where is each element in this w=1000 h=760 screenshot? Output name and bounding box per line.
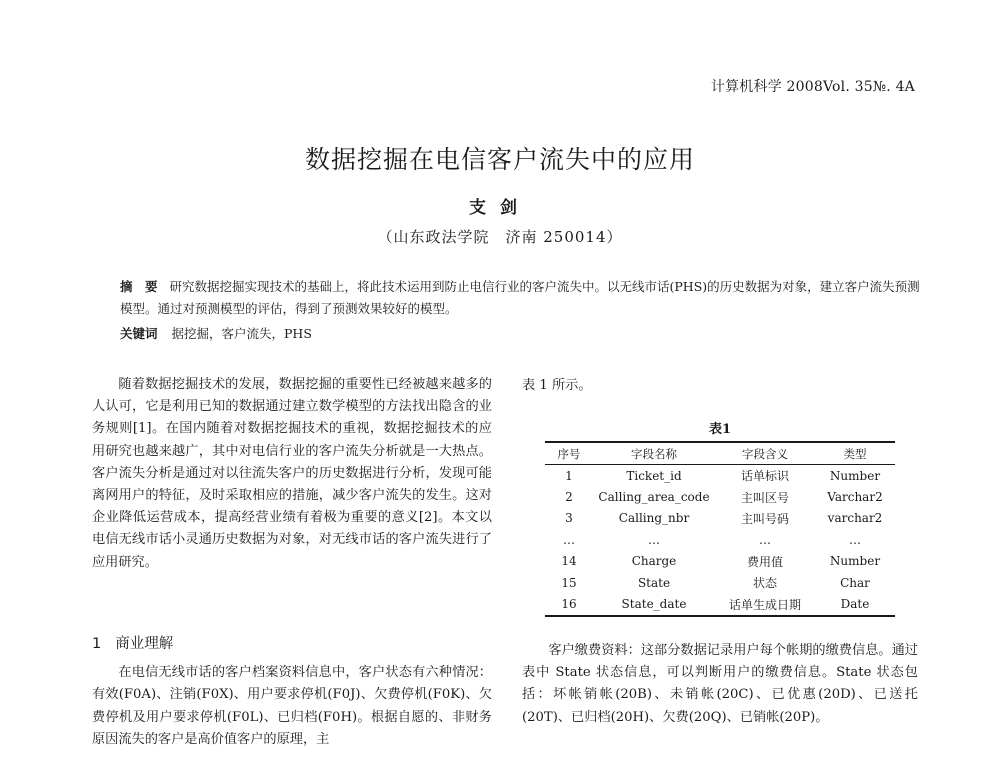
table-row — [545, 529, 895, 550]
keywords-label: 关键词 — [120, 326, 158, 341]
table-cell: Date — [815, 593, 895, 615]
table-row — [545, 486, 895, 507]
table-cell: 主叫号码 — [740, 511, 789, 526]
journal-header: 计算机科学 2008Vol. 35№. 4A — [710, 79, 915, 95]
table-cell: 3 — [565, 511, 573, 526]
author-affiliation: （山东政法学院 济南 250014） — [377, 228, 623, 246]
table-row — [545, 551, 895, 572]
table-cell: 话单标识 — [740, 469, 789, 484]
author-name: 支剑 — [469, 198, 531, 218]
table-cell: 2 — [565, 490, 573, 505]
abstract — [120, 276, 920, 320]
abstract-text: 研究数据挖掘实现技术的基础上，将此技术运用到防止电信行业的客户流失中。以无线市话(PHS)的历史数据为对象，建立客户流失预测模型。通过对预测模型的评估，得到了预测效果较好的模型。 — [120, 279, 920, 316]
table-row — [545, 572, 895, 593]
left-column-section — [92, 662, 492, 752]
paper-title: 数据挖掘在电信客户流失中的应用 — [304, 145, 695, 174]
table-cell: State — [637, 575, 671, 590]
table-caption: 表1 — [708, 422, 732, 437]
section-paragraph: 在电信无线市话的客户档案资料信息中，客户状态有六种情况：有效(F0A)、注销(F0X)、用户要求停机(F0J)、欠费停机(F0K)、欠费停机及用户要求停机(F0L)、已归档(F0H)。根据自愿的、非财务原因流失的客户是高价值客户的原理，主 — [92, 665, 492, 748]
table-cell: Number — [829, 468, 881, 483]
table-cell: varchar2 — [827, 511, 883, 526]
table-cell: 状态 — [752, 576, 777, 591]
table-row — [545, 465, 895, 487]
header-cell: 类型 — [815, 442, 895, 465]
table-cell: … — [849, 532, 861, 547]
table-cell: Calling_area_code — [598, 490, 710, 505]
table-cell: 1 — [565, 468, 573, 483]
table-cell: Ticket_id — [626, 468, 682, 483]
table-cell: Varchar2 — [827, 490, 883, 505]
keywords — [120, 324, 920, 342]
table-cell: 15 — [561, 575, 577, 590]
table-cell: 主叫区号 — [740, 490, 789, 505]
table-row — [545, 593, 895, 615]
section-title: 商业理解 — [115, 636, 174, 652]
table-cell: Char — [840, 575, 870, 590]
table-cell: Charge — [631, 554, 677, 569]
section-heading — [92, 632, 173, 653]
keywords-text: 据挖掘，客户流失，PHS — [171, 326, 312, 341]
payment-paragraph: 客户缴费资料：这部分数据记录用户每个帐期的缴费信息。通过表中 State 状态信息，可以判断用户的缴费信息。State 状态包括：坏帐销帐(20B)、未销帐(20C)、已优惠(20D)、已送托(20T)、已归档(20H)、欠费(20Q)、已销帐(20P)。 — [522, 643, 918, 725]
table-cell: 14 — [561, 554, 577, 569]
table-cell: 话单生成日期 — [715, 593, 815, 615]
left-column-intro — [92, 374, 492, 574]
table-header-row — [545, 442, 895, 465]
right-column-payment — [522, 640, 918, 729]
table-cell: 费用值 — [746, 554, 783, 569]
table-cell: Calling_nbr — [618, 511, 690, 526]
right-column-intro: 表 1 所示。 — [522, 378, 592, 393]
field-table — [545, 441, 895, 617]
section-number: 1 — [92, 636, 102, 652]
intro-paragraph: 随着数据挖掘技术的发展，数据挖掘的重要性已经被越来越多的人认可，它是利用已知的数据通过建立数学模型的方法找出隐含的业务规则[1]。在国内随着对数据挖掘技术的重视，数据挖掘技术的应用研究也越来越广，其中对电信行业的客户流失分析就是一大热点。客户流失分析是通过对以往流失客户的历史数据进行分析，发现可能离网用户的特征，及时采取相应的措施，减少客户流失的发生。这对企业降低运营成本，提高经营业绩有着极为重要的意义[2]。本文以电信无线市话小灵通历史数据为对象，对无线市话的客户流失进行了应用研究。 — [92, 377, 492, 570]
abstract-label: 摘 要 — [120, 279, 158, 294]
table-row — [545, 508, 895, 529]
header-cell: 字段含义 — [715, 442, 815, 465]
table-cell: … — [759, 532, 771, 547]
table-cell: … — [563, 532, 575, 547]
table-cell: Number — [829, 554, 881, 569]
header-cell: 序号 — [545, 442, 593, 465]
table-cell: 16 — [545, 593, 593, 615]
header-cell: 字段名称 — [593, 442, 715, 465]
table-cell: State_date — [593, 593, 715, 615]
table-cell: … — [648, 532, 660, 547]
